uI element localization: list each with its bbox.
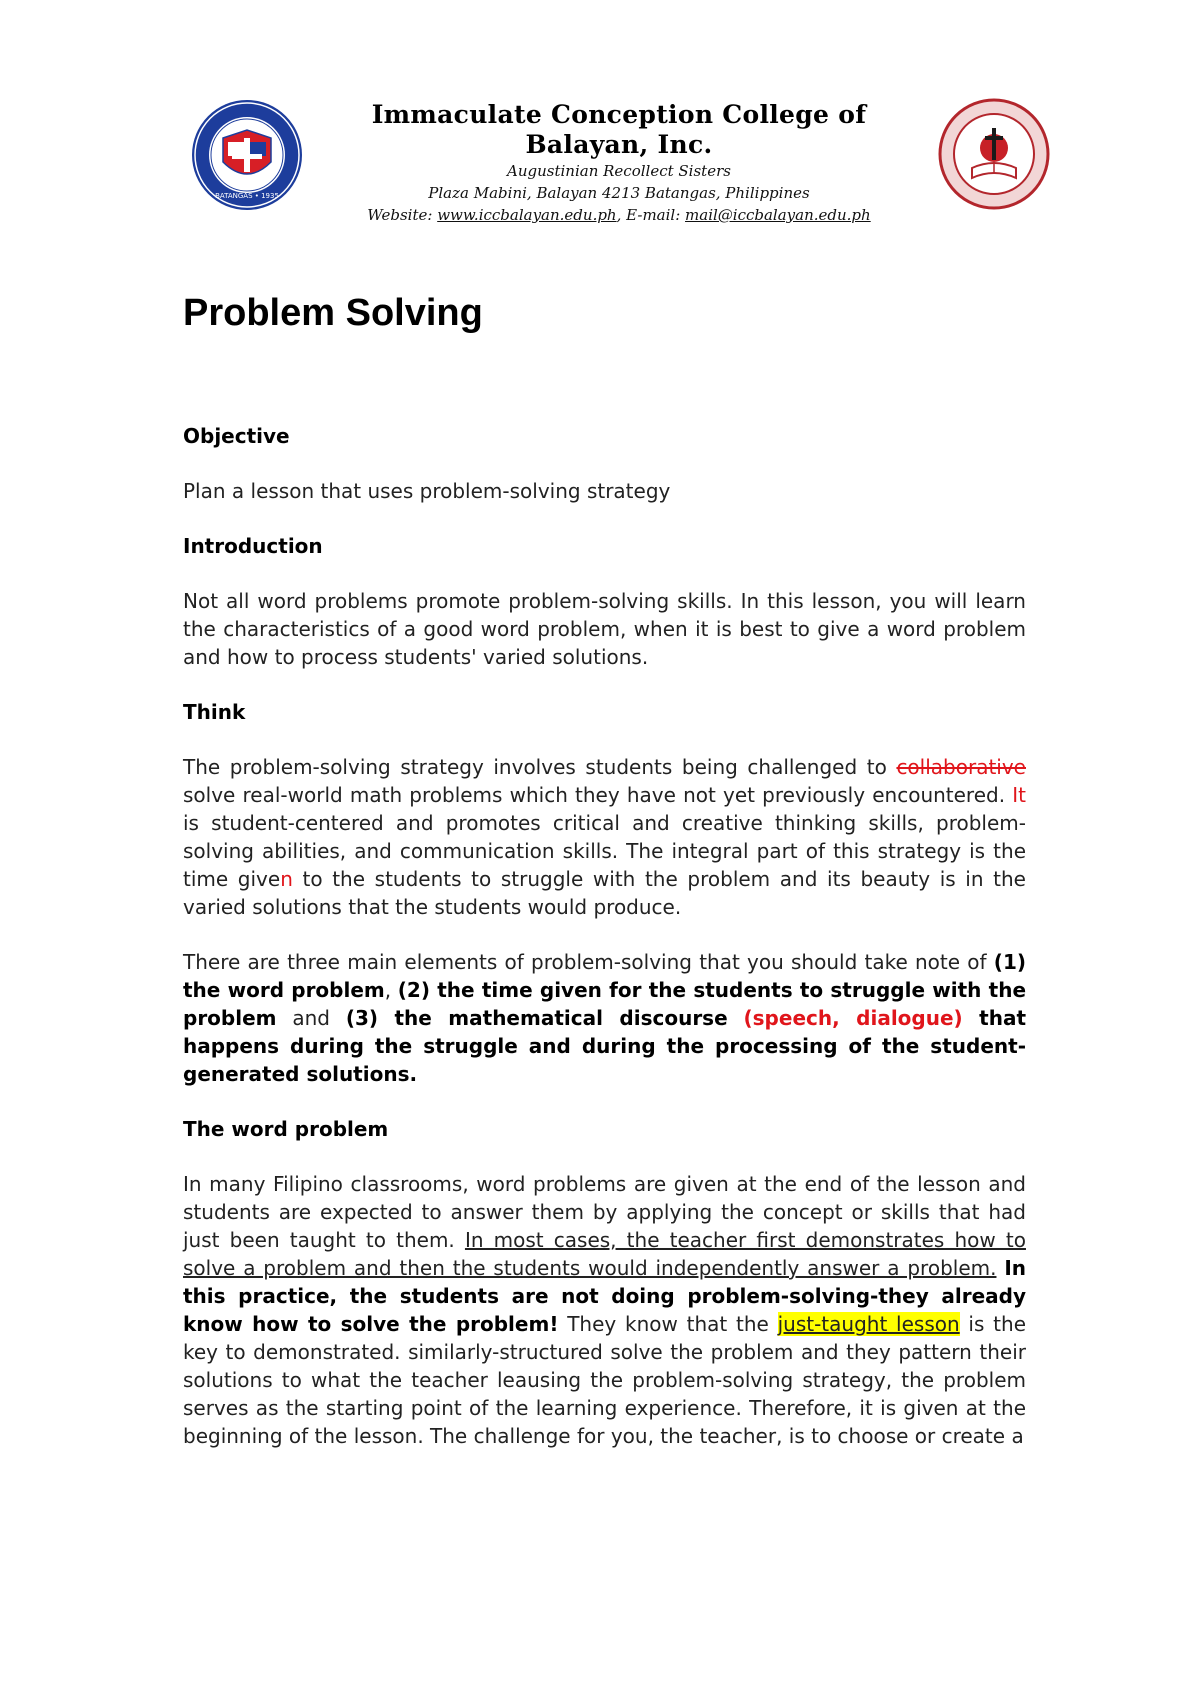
email-label: , E-mail: <box>616 206 686 224</box>
element-2: (2) the time given for the students to struggle with the problem <box>183 978 1027 1030</box>
inserted-word: It <box>1012 783 1026 807</box>
objective-text: Plan a lesson that uses problem-solving strategy <box>183 479 671 503</box>
inserted-note: (speech, dialogue) <box>743 1006 963 1030</box>
website-link[interactable]: www.iccbalayan.edu.ph <box>437 206 617 224</box>
highlighted-text: just-taught lesson <box>777 1312 960 1336</box>
inserted-letter: n <box>280 867 293 891</box>
element-1: (1) the word problem <box>183 950 1026 1002</box>
text-run <box>728 1006 744 1030</box>
word-problem-paragraph <box>183 1170 1026 1450</box>
introduction-heading: Introduction <box>183 534 323 558</box>
college-seal-logo <box>190 98 304 212</box>
letterhead-text <box>314 100 924 226</box>
text-run: They know that the <box>558 1312 778 1336</box>
text-run: There are three main elements of problem-solving that you should take note of <box>183 950 994 974</box>
document-body <box>183 290 1026 1450</box>
element-3-cont: that happens during the struggle and during the processing of the student-generated solutions. <box>183 1006 1026 1086</box>
word-problem-heading: The word problem <box>183 1117 389 1141</box>
page-title: Problem Solving <box>183 292 483 334</box>
text-run: solve real-world math problems which they have not yet previously encountered. <box>183 783 1013 807</box>
text-run: In many Filipino classrooms, word problems are given at the end of the lesson and students are expected to answer them by applying the concept or skills that had just been taught to them. <box>183 1172 1026 1252</box>
address-line: Plaza Mabini, Balayan 4213 Batangas, Philippines <box>428 184 810 202</box>
text-run: is the key to demonstrated. similarly-structured solve the problem and they pattern their solutions to what the teacher leausing the problem-solving strategy, the problem serves as the starting point of the learning experience. Therefore, it is given at the beginning of the lesson. The challenge for you, the teacher, is to choose or create a <box>183 1312 1026 1448</box>
objective-heading: Objective <box>183 424 290 448</box>
underlined-text: In most cases, the teacher first demonstrates how to solve a problem and then the students would independently answer a problem. <box>183 1228 1026 1280</box>
svg-text:BATANGAS • 1935: BATANGAS • 1935 <box>215 192 279 200</box>
think-paragraph-1 <box>183 753 1026 921</box>
think-heading: Think <box>183 700 246 724</box>
deleted-word: collaborative <box>896 755 1026 779</box>
text-run: The problem-solving strategy involves students being challenged to <box>183 755 897 779</box>
text-run: to the students to struggle with the problem and its beauty is in the varied solutions that the students would produce. <box>183 867 1026 919</box>
text-run: is student-centered and promotes critical and creative thinking skills, problem-solving abilities, and communication skills. The integral part of this strategy is the time give <box>183 811 1026 891</box>
congregation-line: Augustinian Recollect Sisters <box>507 162 731 180</box>
website-label: Website: <box>367 206 438 224</box>
element-3: (3) the mathematical discourse <box>345 1006 728 1030</box>
institution-name: Immaculate Conception College of Balayan, Inc. <box>371 100 867 159</box>
introduction-text: Not all word problems promote problem-solving skills. In this lesson, you will learn the characteristics of a good word problem, when it is best to give a word problem and how to process students' varied solutions. <box>183 589 1026 669</box>
contact-line <box>314 204 924 226</box>
bold-text: In this practice, the students are not doing problem-solving-they already know how to solve the problem! <box>183 1256 1027 1336</box>
letterhead <box>190 90 1050 224</box>
recollect-sisters-seal-logo <box>938 98 1050 210</box>
text-run: and <box>276 1006 346 1030</box>
email-link[interactable]: mail@iccbalayan.edu.ph <box>685 206 871 224</box>
think-paragraph-2 <box>183 948 1026 1088</box>
text-run: , <box>384 978 398 1002</box>
